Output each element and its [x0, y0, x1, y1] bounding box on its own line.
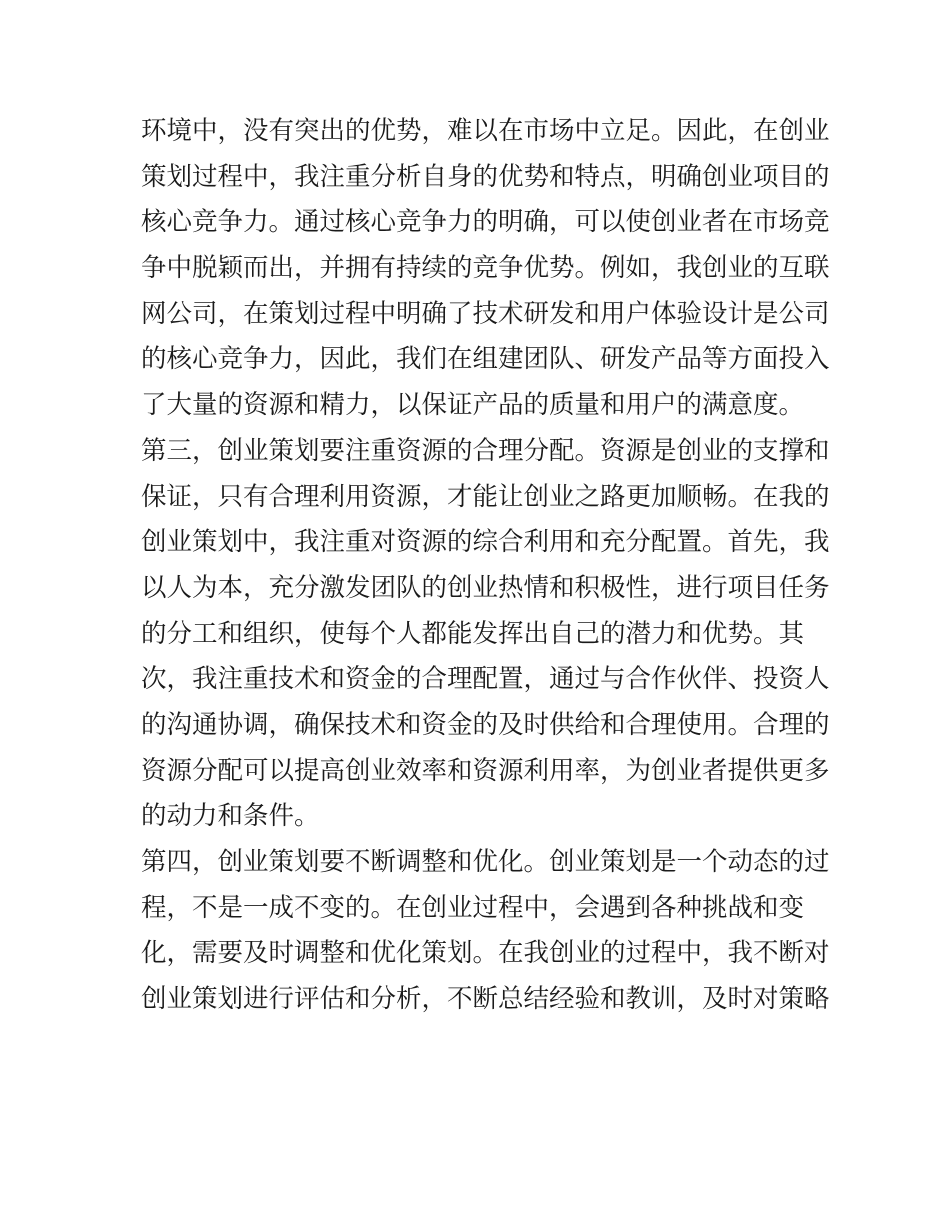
text-line: 创业策划进行评估和分析，不断总结经验和教训，及时对策略 — [141, 984, 830, 1015]
text-line: 核心竞争力。通过核心竞争力的明确，可以使创业者在市场竞 — [141, 207, 830, 238]
text-line: 了大量的资源和精力，以保证产品的质量和用户的满意度。 — [141, 390, 805, 421]
text-line: 次，我注重技术和资金的合理配置，通过与合作伙伴、投资人 — [141, 664, 830, 695]
text-line: 环境中，没有突出的优势，难以在市场中立足。因此，在创业 — [141, 116, 830, 146]
text-line: 策划过程中，我注重分析自身的优势和特点，明确创业项目的 — [141, 161, 830, 192]
text-line: 第三，创业策划要注重资源的合理分配。资源是创业的支撑和 — [141, 435, 830, 466]
text-line: 创业策划中，我注重对资源的综合利用和充分配置。首先，我 — [141, 527, 830, 558]
text-line: 第四，创业策划要不断调整和优化。创业策划是一个动态的过 — [141, 847, 830, 877]
text-line: 网公司，在策划过程中明确了技术研发和用户体验设计是公司 — [141, 298, 830, 329]
text-line: 化，需要及时调整和优化策划。在我创业的过程中，我不断对 — [141, 938, 830, 969]
text-line: 的核心竞争力，因此，我们在组建团队、研发产品等方面投入 — [141, 344, 830, 375]
text-line: 争中脱颖而出，并拥有持续的竞争优势。例如，我创业的互联 — [141, 253, 830, 284]
text-line: 资源分配可以提高创业效率和资源利用率，为创业者提供更多 — [141, 755, 830, 786]
text-line: 以人为本，充分激发团队的创业热情和积极性，进行项目任务 — [141, 572, 830, 603]
text-line: 的动力和条件。 — [141, 801, 320, 832]
text-line: 保证，只有合理利用资源，才能让创业之路更加顺畅。在我的 — [141, 481, 830, 512]
text-line: 程，不是一成不变的。在创业过程中，会遇到各种挑战和变 — [141, 892, 805, 923]
text-line: 的分工和组织，使每个人都能发挥出自己的潜力和优势。其 — [141, 618, 805, 649]
body-text — [141, 109, 830, 1023]
text-line: 的沟通协调，确保技术和资金的及时供给和合理使用。合理的 — [141, 709, 830, 740]
